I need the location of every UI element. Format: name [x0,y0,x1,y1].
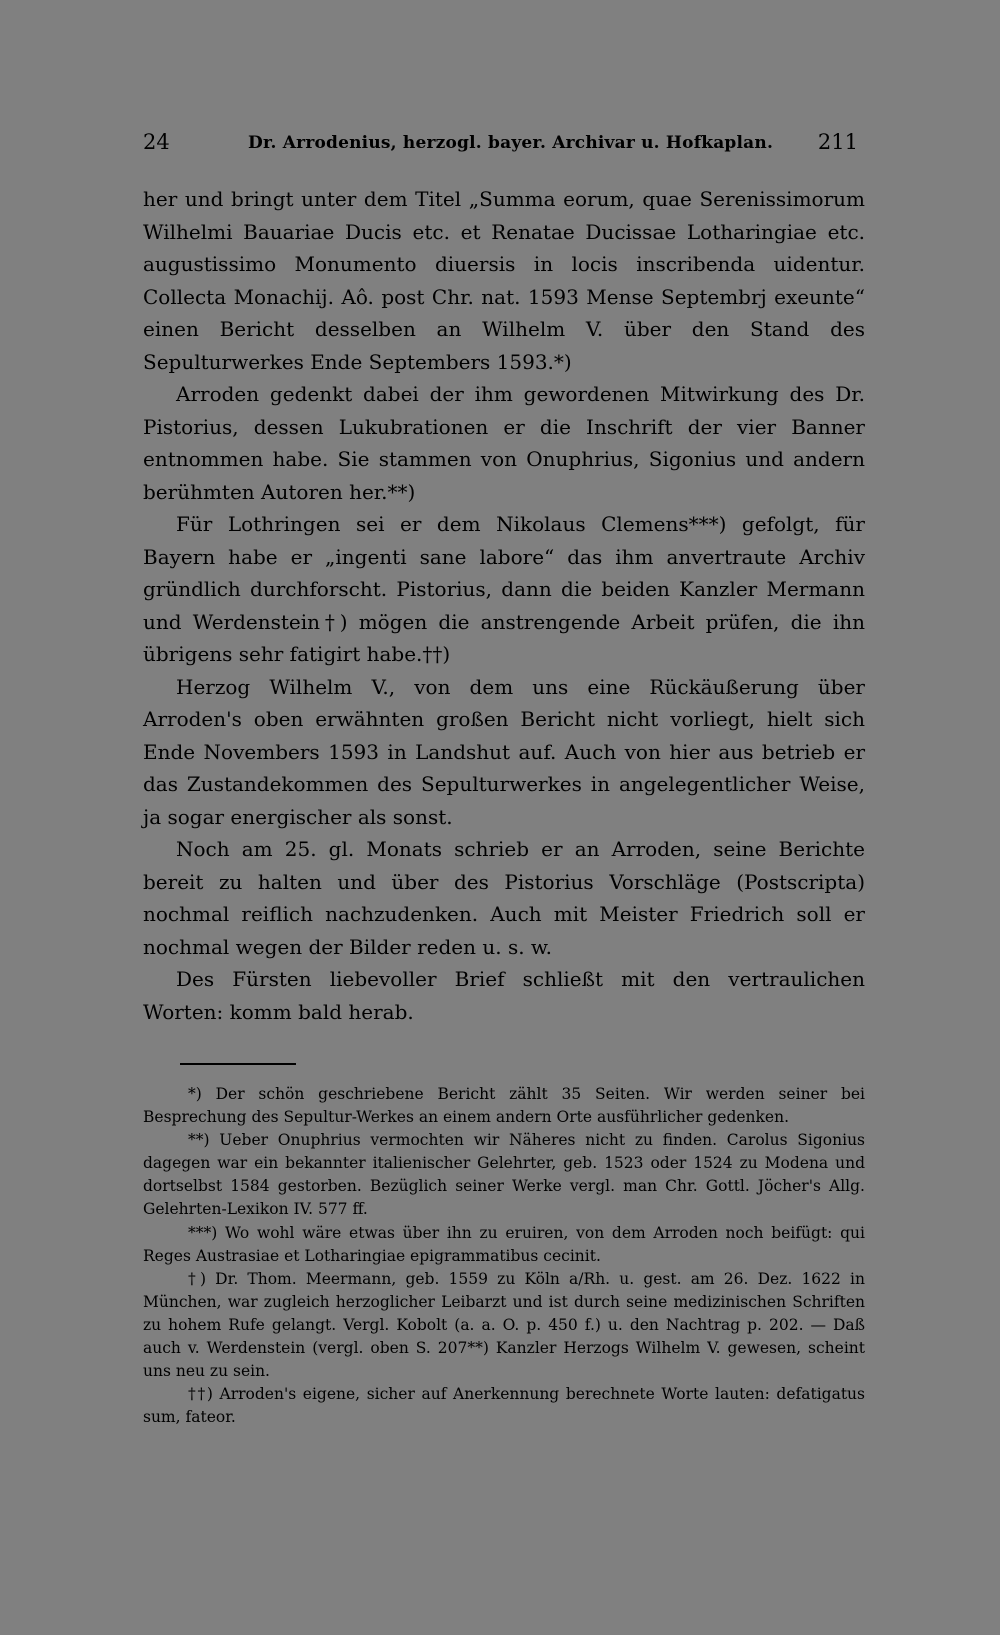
paragraph-6: Des Fürsten liebevoller Brief schließt mit den vertraulichen Worten: komm bald herab. [143,967,865,1024]
footnote-2: **) Ueber Onuphrius vermochten wir Näheres nicht zu finden. Carolus Sigonius dagegen war ein bekannter italienischer Gelehrter, geb. 1523 oder 1524 zu Modena und dortselbst 1584 gestorben. Bezüglich seiner Werke vergl. man Chr. Gottl. Jöcher's Allg. Gelehrten-Lexikon IV. 577 ff. [143,1131,865,1219]
page-number-left: 24 [143,130,170,154]
footnotes [143,1083,865,1429]
footnote-4: †) Dr. Thom. Meermann, geb. 1559 zu Köln a/Rh. u. gest. am 26. Dez. 1622 in München, war zugleich herzoglicher Leibarzt und ist durch seine medizinischen Schriften zu hohem Rufe gelangt. Vergl. Kobolt (a. a. O. p. 450 f.) u. den Nachtrag p. 202. — Daß auch v. Werdenstein (vergl. oben S. 207**) Kanzler Herzogs Wilhelm V. gewesen, scheint uns neu zu sein. [143,1269,865,1381]
footnote-3: ***) Wo wohl wäre etwas über ihn zu eruiren, von dem Arroden noch beifügt: qui Reges Austrasiae et Lotharingiae epigrammatibus cecinit. [143,1223,865,1265]
main-text [143,183,865,1028]
footnote-divider [180,1063,296,1065]
paragraph-4: Herzog Wilhelm V., von dem uns eine Rückäußerung über Arroden's oben erwähnten großen Bericht nicht vorliegt, hielt sich Ende Novembers 1593 in Landshut auf. Auch von hier aus betrieb er das Zustandekommen des Sepulturwerkes in angelegentlicher Weise, ja sogar energischer als sonst. [143,674,865,829]
paragraph-3: Für Lothringen sei er dem Nikolaus Clemens***) gefolgt, für Bayern habe er „ingenti sane labore“ das ihm anvertraute Archiv gründlich durchforscht. Pistorius, dann die beiden Kanzler Mermann und Werdenstein†) mögen die anstrengende Arbeit prüfen, die ihn übrigens sehr fatigirt habe.††) [143,512,865,666]
paragraph-1: her und bringt unter dem Titel „Summa eorum, quae Serenissimorum Wilhelmi Bauariae Ducis etc. et Renatae Ducissae Lotharingiae etc. augustissimo Monumento diuersis in locis inscribenda uidentur. Collecta Monachij. Aô. post Chr. nat. 1593 Mense Septembrj exeunte“ einen Bericht desselben an Wilhelm V. über den Stand des Sepulturwerkes Ende Septembers 1593.*) [143,187,865,374]
footnote-1: *) Der schön geschriebene Bericht zählt 35 Seiten. Wir werden seiner bei Besprechung des Sepultur-Werkes an einem andern Orte ausführlicher gedenken. [143,1085,865,1127]
footnote-5: ††) Arroden's eigene, sicher auf Anerkennung berechnete Worte lauten: defatigatus sum, fateor. [143,1385,865,1427]
page-header [143,130,858,160]
running-title: Dr. Arrodenius, herzogl. bayer. Archivar u. Hofkaplan. [248,133,774,153]
paragraph-5: Noch am 25. gl. Monats schrieb er an Arroden, seine Berichte bereit zu halten und über des Pistorius Vorschläge (Postscripta) nochmal reiflich nachzudenken. Auch mit Meister Friedrich soll er nochmal wegen der Bilder reden u. s. w. [143,837,865,959]
page-number-right: 211 [817,130,858,154]
paragraph-2: Arroden gedenkt dabei der ihm gewordenen Mitwirkung des Dr. Pistorius, dessen Lukubrationen er die Inschrift der vier Banner entnommen habe. Sie stammen von Onuphrius, Sigonius und andern berühmten Autoren her.**) [143,382,865,504]
